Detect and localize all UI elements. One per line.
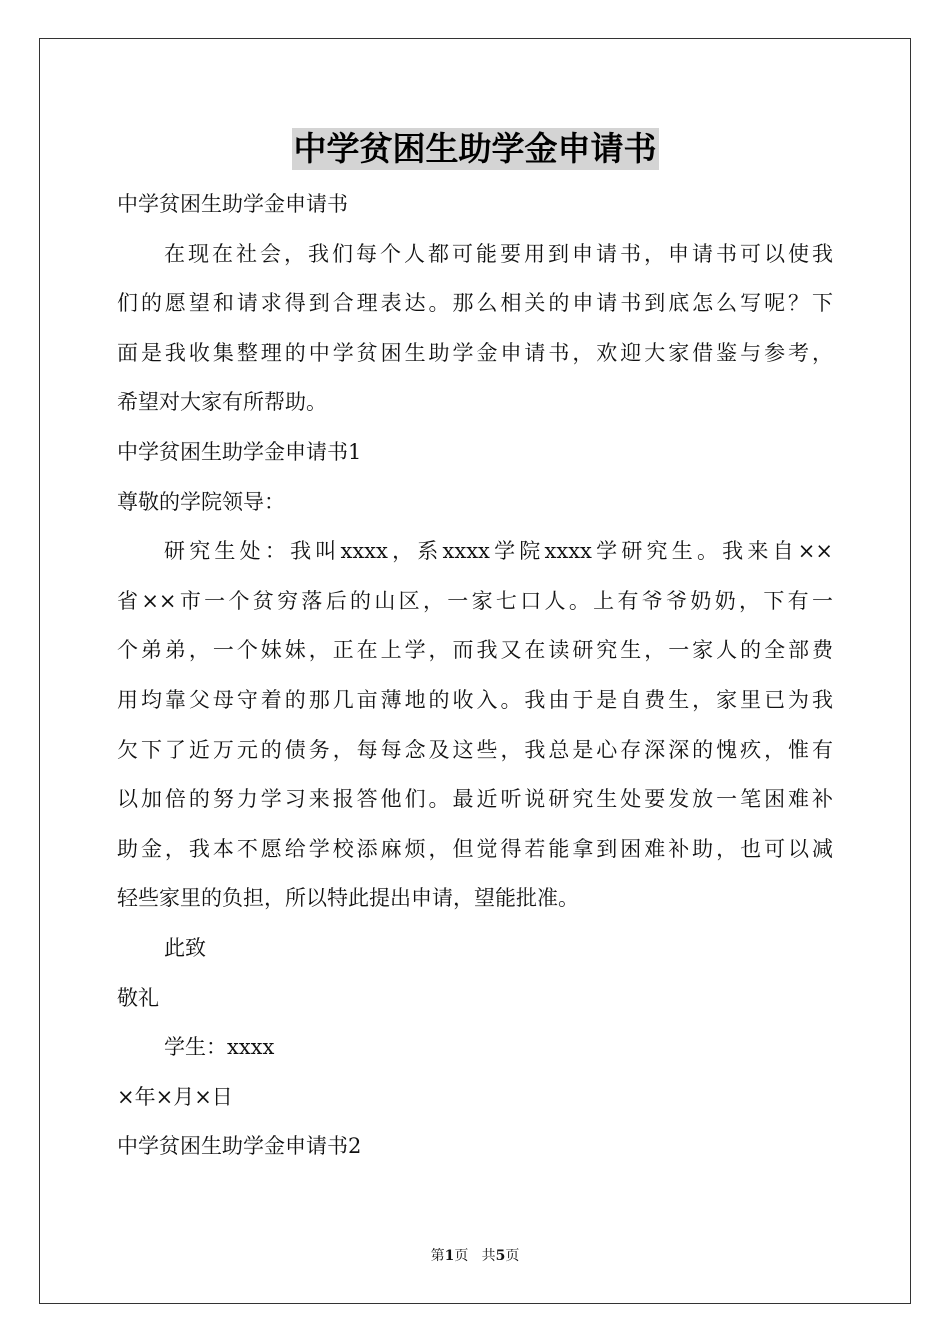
document-body — [117, 180, 833, 1172]
signature-line: 学生：xxxx — [164, 1035, 275, 1060]
title-container — [0, 128, 950, 170]
salutation-line: 尊敬的学院领导： — [117, 489, 285, 514]
intro-line-2: 们的愿望和请求得到合理表达。那么相关的申请书到底怎么写呢？下 — [117, 291, 833, 316]
letter-line-5: 欠下了近万元的债务，每每念及这些，我总是心存深深的愧疚，惟有 — [117, 737, 833, 762]
regards-line: 敬礼 — [117, 985, 159, 1010]
section-heading-1: 中学贫困生助学金申请书1 — [117, 439, 362, 464]
footer-page-unit: 页 — [454, 1248, 469, 1264]
closing-line: 此致 — [164, 935, 206, 960]
intro-line-4: 希望对大家有所帮助。 — [117, 390, 327, 415]
intro-line-1: 在现在社会，我们每个人都可能要用到申请书，申请书可以使我 — [164, 241, 833, 266]
letter-line-2: 省××市一个贫穷落后的山区，一家七口人。上有爷爷奶奶，下有一 — [117, 588, 833, 613]
letter-line-7: 助金，我本不愿给学校添麻烦，但觉得若能拿到困难补助，也可以减 — [117, 836, 833, 861]
letter-line-4: 用均靠父母守着的那几亩薄地的收入。我由于是自费生，家里已为我 — [117, 687, 833, 712]
letter-line-8: 轻些家里的负担，所以特此提出申请，望能批准。 — [117, 886, 579, 911]
subtitle-line: 中学贫困生助学金申请书 — [117, 192, 348, 216]
letter-line-1: 研究生处：我叫xxxx，系xxxx学院xxxx学研究生。我来自×× — [164, 539, 833, 564]
date-line: ×年×月×日 — [117, 1084, 233, 1109]
section-heading-2: 中学贫困生助学金申请书2 — [117, 1134, 362, 1159]
footer-page-prefix: 第 — [430, 1248, 445, 1264]
footer-page-current: 1 — [444, 1248, 455, 1264]
footer-total-unit: 页 — [505, 1248, 520, 1264]
footer-page-total: 5 — [495, 1248, 506, 1264]
page-footer — [0, 1246, 950, 1266]
intro-line-3: 面是我收集整理的中学贫困生助学金申请书，欢迎大家借鉴与参考， — [117, 340, 833, 365]
document-title: 中学贫困生助学金申请书 — [293, 129, 657, 168]
letter-line-3: 个弟弟，一个妹妹，正在上学，而我又在读研究生，一家人的全部费 — [117, 638, 833, 663]
footer-total-prefix: 共 — [481, 1248, 496, 1264]
letter-line-6: 以加倍的努力学习来报答他们。最近听说研究生处要发放一笔困难补 — [117, 787, 833, 812]
